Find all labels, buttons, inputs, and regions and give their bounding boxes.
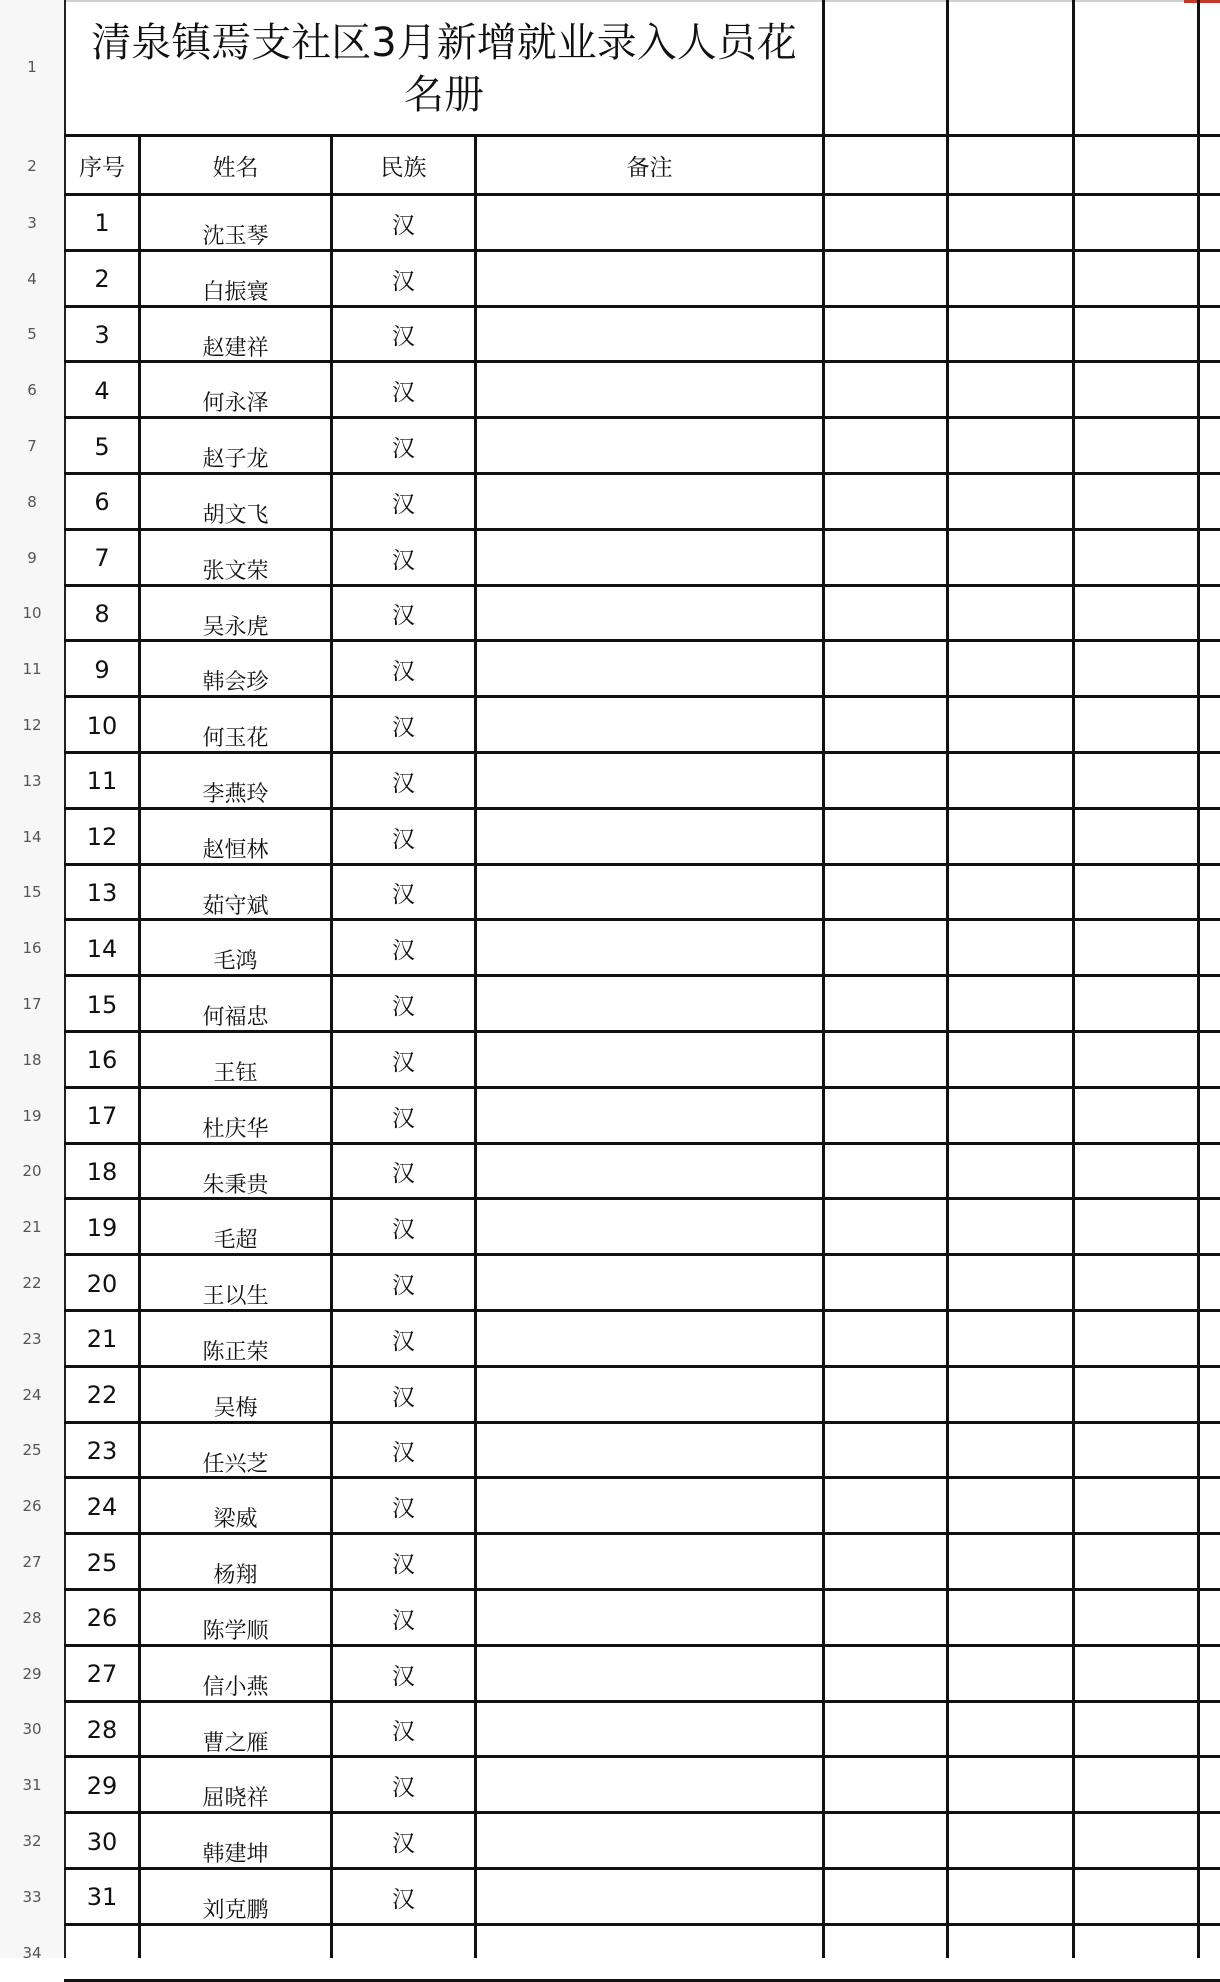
name-cell[interactable]: 胡文飞 [202, 502, 269, 528]
row-number[interactable]: 32 [22, 1832, 42, 1851]
name-cell[interactable]: 梁威 [213, 1507, 258, 1533]
remark-cell[interactable] [477, 364, 822, 417]
remark-cell[interactable] [477, 1369, 822, 1422]
header-remark[interactable]: 备注 [626, 155, 673, 181]
remark-cell[interactable] [477, 867, 822, 920]
seq-cell[interactable]: 13 [86, 878, 118, 907]
seq-cell[interactable]: 5 [94, 432, 110, 461]
remark-cell[interactable] [477, 588, 822, 641]
ethnicity-cell[interactable]: 汉 [392, 1328, 415, 1355]
row-gridline [64, 193, 1220, 196]
remark-cell[interactable] [477, 811, 822, 864]
row-number[interactable]: 20 [22, 1162, 42, 1181]
row-gridline [64, 1867, 1220, 1870]
row-number[interactable]: 22 [22, 1274, 42, 1293]
row-gridline [64, 1086, 1220, 1089]
row-number[interactable]: 28 [22, 1608, 42, 1627]
row-gridline [64, 1365, 1220, 1368]
remark-cell[interactable] [477, 1313, 822, 1366]
ethnicity-cell[interactable]: 汉 [392, 212, 415, 239]
remark-cell[interactable] [477, 922, 822, 975]
seq-cell[interactable]: 28 [86, 1715, 118, 1744]
row-gridline [64, 584, 1220, 587]
name-cell[interactable]: 信小燕 [202, 1674, 269, 1700]
row-number[interactable]: 24 [22, 1385, 42, 1404]
ethnicity-cell[interactable]: 汉 [392, 436, 415, 463]
ethnicity-cell[interactable]: 汉 [392, 1273, 415, 1300]
row-gridline [64, 249, 1220, 252]
header-name[interactable]: 姓名 [212, 155, 259, 181]
name-cell[interactable]: 吴梅 [213, 1395, 258, 1421]
name-cell[interactable]: 韩建坤 [202, 1842, 269, 1868]
remark-cell[interactable] [477, 420, 822, 473]
row-number[interactable]: 15 [22, 883, 42, 902]
ethnicity-cell[interactable]: 汉 [392, 1775, 415, 1802]
ethnicity-cell[interactable]: 汉 [392, 1496, 415, 1523]
seq-cell[interactable]: 24 [86, 1492, 118, 1521]
seq-cell[interactable]: 16 [86, 1046, 118, 1075]
row-number[interactable]: 30 [22, 1720, 42, 1739]
column-gridline [946, 0, 949, 1958]
ethnicity-cell[interactable]: 汉 [392, 882, 415, 909]
row-gridline [64, 807, 1220, 810]
name-cell[interactable]: 王以生 [202, 1284, 269, 1310]
seq-cell[interactable]: 11 [86, 767, 118, 796]
name-cell[interactable]: 赵恒林 [202, 837, 269, 863]
row-number[interactable]: 5 [27, 325, 37, 344]
column-gridline [822, 0, 825, 1958]
ethnicity-cell[interactable]: 汉 [392, 547, 415, 574]
ethnicity-cell[interactable]: 汉 [392, 1440, 415, 1467]
row-number[interactable]: 33 [22, 1887, 42, 1906]
name-cell[interactable]: 何福忠 [202, 1005, 269, 1031]
seq-cell[interactable]: 3 [94, 320, 110, 349]
row-number[interactable]: 9 [27, 548, 37, 567]
row-number[interactable]: 26 [22, 1497, 42, 1516]
column-gridline [1072, 0, 1075, 1958]
seq-cell[interactable]: 6 [94, 488, 110, 517]
row-number[interactable]: 19 [22, 1106, 42, 1125]
row-number[interactable]: 7 [27, 437, 37, 456]
row-gridline [64, 751, 1220, 754]
name-cell[interactable]: 张文荣 [202, 558, 269, 584]
ethnicity-cell[interactable]: 汉 [392, 1831, 415, 1858]
row-gridline [64, 1421, 1220, 1424]
name-cell[interactable]: 赵子龙 [202, 447, 269, 473]
row-number[interactable]: 17 [22, 995, 42, 1014]
ethnicity-cell[interactable]: 汉 [392, 491, 415, 518]
row-number[interactable]: 29 [22, 1664, 42, 1683]
seq-cell[interactable]: 30 [86, 1827, 118, 1856]
seq-cell[interactable]: 23 [86, 1436, 118, 1465]
seq-cell[interactable]: 8 [94, 599, 110, 628]
row-number[interactable]: 31 [22, 1776, 42, 1795]
name-cell[interactable]: 何永泽 [202, 391, 269, 417]
row-gridline [64, 1030, 1220, 1033]
name-cell[interactable]: 陈学顺 [202, 1618, 269, 1644]
row-gridline [64, 1644, 1220, 1647]
remark-cell[interactable] [477, 755, 822, 808]
row-number[interactable]: 2 [27, 157, 37, 175]
ethnicity-cell[interactable]: 汉 [392, 938, 415, 965]
title-line-1: 清泉镇焉支社区3月新增就业录入人员花 [91, 20, 797, 66]
seq-cell[interactable]: 22 [86, 1381, 118, 1410]
name-cell[interactable]: 刘克鹏 [202, 1897, 269, 1923]
ethnicity-cell[interactable]: 汉 [392, 1886, 415, 1913]
name-cell[interactable]: 茹守斌 [202, 893, 269, 919]
row-gridline [64, 639, 1220, 642]
row-number[interactable]: 6 [27, 381, 37, 400]
seq-cell[interactable]: 10 [86, 711, 118, 740]
ethnicity-cell[interactable]: 汉 [392, 1663, 415, 1690]
ethnicity-cell[interactable]: 汉 [392, 1552, 415, 1579]
remark-cell[interactable] [477, 1648, 822, 1701]
header-seq[interactable]: 序号 [79, 155, 125, 181]
ethnicity-cell[interactable]: 汉 [392, 1607, 415, 1634]
row-gridline [64, 1253, 1220, 1256]
ethnicity-cell[interactable]: 汉 [392, 1384, 415, 1411]
row-gridline [64, 1700, 1220, 1703]
seq-cell[interactable]: 7 [94, 544, 110, 573]
name-cell[interactable]: 韩会珍 [202, 670, 269, 696]
seq-cell[interactable]: 29 [86, 1771, 118, 1800]
row-gridline [64, 416, 1220, 419]
row-number[interactable]: 11 [22, 660, 42, 679]
row-number[interactable]: 8 [27, 492, 37, 511]
seq-cell[interactable]: 26 [86, 1604, 118, 1633]
remark-cell[interactable] [477, 197, 822, 250]
ethnicity-cell[interactable]: 汉 [392, 324, 415, 351]
seq-cell[interactable]: 20 [86, 1269, 118, 1298]
seq-cell[interactable]: 18 [86, 1157, 118, 1186]
remark-cell[interactable] [477, 1815, 822, 1868]
row-gridline [64, 1476, 1220, 1479]
remark-cell[interactable] [477, 1759, 822, 1812]
remark-cell[interactable] [477, 532, 822, 585]
column-gridline [474, 136, 477, 1958]
name-cell[interactable]: 沈玉琴 [202, 223, 269, 249]
ethnicity-cell[interactable]: 汉 [392, 380, 415, 407]
ethnicity-cell[interactable]: 汉 [392, 826, 415, 853]
row-gridline [64, 472, 1220, 475]
seq-cell[interactable]: 14 [86, 934, 118, 963]
name-cell[interactable]: 李燕玲 [202, 781, 269, 807]
seq-cell[interactable]: 12 [86, 823, 118, 852]
remark-cell[interactable] [477, 1034, 822, 1087]
row-gridline [64, 918, 1220, 921]
name-cell[interactable]: 吴永虎 [202, 614, 269, 640]
row-gridline [64, 863, 1220, 866]
row-number[interactable]: 34 [22, 1943, 42, 1962]
remark-cell[interactable] [477, 1146, 822, 1199]
name-cell[interactable]: 朱秉贵 [202, 1172, 269, 1198]
remark-cell[interactable] [477, 1480, 822, 1533]
remark-cell[interactable] [477, 699, 822, 752]
remark-cell[interactable] [477, 1090, 822, 1143]
remark-cell[interactable] [477, 253, 822, 306]
name-cell[interactable]: 陈正荣 [202, 1339, 269, 1365]
remark-cell[interactable] [477, 1704, 822, 1757]
sheet-title[interactable] [66, 4, 822, 134]
ethnicity-cell[interactable]: 汉 [392, 770, 415, 797]
seq-cell[interactable]: 31 [86, 1883, 118, 1912]
name-cell[interactable]: 赵建祥 [202, 335, 269, 361]
name-cell[interactable]: 王钰 [213, 1060, 258, 1086]
row-number[interactable]: 13 [22, 771, 42, 790]
row-gridline [64, 1588, 1220, 1591]
row-gridline [64, 1923, 1220, 1926]
seq-cell[interactable]: 25 [86, 1548, 118, 1577]
seq-cell[interactable]: 2 [94, 265, 110, 294]
seq-cell[interactable]: 27 [86, 1660, 118, 1689]
row-number[interactable]: 16 [22, 939, 42, 958]
seq-cell[interactable]: 1 [94, 209, 110, 238]
remark-cell[interactable] [477, 1425, 822, 1478]
remark-cell[interactable] [477, 476, 822, 529]
seq-cell[interactable]: 15 [86, 990, 118, 1019]
remark-cell[interactable] [477, 643, 822, 696]
row-gridline [64, 1309, 1220, 1312]
ethnicity-cell[interactable]: 汉 [392, 1049, 415, 1076]
column-gridline [138, 136, 141, 1958]
remark-cell[interactable] [477, 978, 822, 1031]
seq-cell[interactable]: 4 [94, 376, 110, 405]
row-gridline [64, 974, 1220, 977]
name-cell[interactable]: 屈晓祥 [202, 1786, 269, 1812]
header-ethnicity[interactable]: 民族 [380, 155, 427, 181]
ethnicity-cell[interactable]: 汉 [392, 1217, 415, 1244]
ethnicity-cell[interactable]: 汉 [392, 268, 415, 295]
row-gridline [64, 695, 1220, 698]
row-gridline [64, 1532, 1220, 1535]
name-cell[interactable]: 何玉花 [202, 726, 269, 752]
ethnicity-cell[interactable]: 汉 [392, 603, 415, 630]
name-cell[interactable]: 毛鸿 [213, 949, 258, 975]
ethnicity-cell[interactable]: 汉 [392, 1161, 415, 1188]
remark-cell[interactable] [477, 1592, 822, 1645]
row-number[interactable]: 21 [22, 1218, 42, 1237]
column-gridline [64, 0, 66, 1958]
column-gridline [330, 136, 333, 1958]
remark-cell[interactable] [477, 1201, 822, 1254]
row-number[interactable]: 3 [27, 213, 37, 232]
seq-cell[interactable]: 21 [86, 1325, 118, 1354]
row-gridline [64, 528, 1220, 531]
seq-cell[interactable]: 17 [86, 1102, 118, 1131]
row-number[interactable]: 14 [22, 827, 42, 846]
row-gridline [64, 1755, 1220, 1758]
seq-cell[interactable]: 19 [86, 1213, 118, 1242]
row-number[interactable]: 10 [22, 604, 42, 623]
title-line-2: 名册 [404, 72, 484, 118]
remark-cell[interactable] [477, 309, 822, 362]
row-number[interactable]: 18 [22, 1050, 42, 1069]
row-number[interactable]: 23 [22, 1329, 42, 1348]
ethnicity-cell[interactable]: 汉 [392, 994, 415, 1021]
seq-cell[interactable]: 9 [94, 655, 110, 684]
row-number[interactable]: 4 [27, 269, 37, 288]
row-gridline [64, 134, 1220, 137]
corner-mark [1184, 0, 1220, 3]
column-gridline [1197, 0, 1200, 1958]
row-gridline [64, 305, 1220, 308]
row-number[interactable]: 27 [22, 1553, 42, 1572]
ethnicity-cell[interactable]: 汉 [392, 715, 415, 742]
ethnicity-cell[interactable]: 汉 [392, 659, 415, 686]
ethnicity-cell[interactable]: 汉 [392, 1105, 415, 1132]
name-cell[interactable]: 曹之雁 [202, 1730, 269, 1756]
name-cell[interactable]: 杨翔 [213, 1563, 258, 1589]
row-gridline [64, 1197, 1220, 1200]
name-cell[interactable]: 毛超 [213, 1228, 258, 1254]
name-cell[interactable]: 白振寰 [202, 279, 269, 305]
remark-cell[interactable] [477, 1536, 822, 1589]
top-grid-line [64, 0, 1220, 2]
remark-cell[interactable] [477, 1871, 822, 1924]
row-number[interactable]: 1 [27, 58, 37, 76]
name-cell[interactable]: 任兴芝 [202, 1451, 269, 1477]
remark-cell[interactable] [477, 1257, 822, 1310]
ethnicity-cell[interactable]: 汉 [392, 1719, 415, 1746]
row-gridline [64, 1142, 1220, 1145]
name-cell[interactable]: 杜庆华 [202, 1116, 269, 1142]
row-number[interactable]: 12 [22, 716, 42, 735]
row-gridline [64, 360, 1220, 363]
row-number[interactable]: 25 [22, 1441, 42, 1460]
row-gridline [64, 1811, 1220, 1814]
